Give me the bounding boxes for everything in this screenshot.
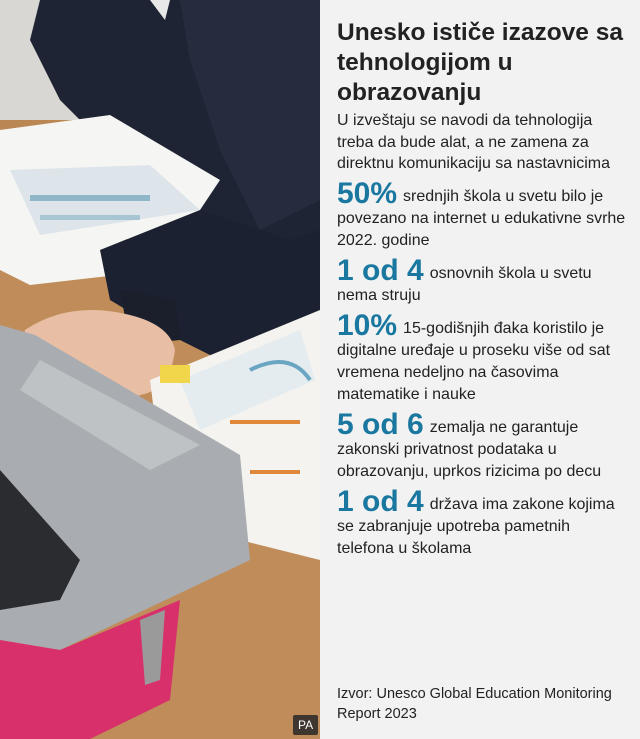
- stat-value: 50%: [337, 176, 398, 210]
- infographic-subtitle: U izveštaju se navodi da tehnologija treba da bude alat, a ne zamena za direktnu komunikaciju sa nastavnicima: [337, 112, 611, 172]
- stat-item: [337, 176, 626, 252]
- stat-value: 5 od 6: [337, 407, 424, 441]
- photo-credit: PA: [293, 715, 318, 735]
- stat-item: [337, 407, 626, 483]
- stat-item: [337, 484, 626, 560]
- stat-text: država ima zakone kojima se zabranjuje upotreba pametnih telefona u školama: [337, 495, 615, 557]
- stat-text: zemalja ne garantuje zakonski privatnost podataka u obrazovanju, uprkos rizicima po decu: [337, 418, 602, 480]
- stat-value: 10%: [337, 308, 398, 342]
- stat-text: srednjih škola u svetu bilo je povezano na internet u edukativne svrhe 2022. godine: [337, 187, 626, 249]
- stat-text: osnovnih škola u svetu nema struju: [337, 264, 592, 304]
- text-panel: [320, 0, 640, 739]
- infographic-title: Unesko ističe izazove sa tehnologijom u obrazovanju: [337, 19, 623, 106]
- stat-item: [337, 308, 626, 406]
- stat-text: 15-godišnjih đaka koristilo je digitalne uređaje u proseku više od sat vremena nedeljno na časovima matematike i nauke: [337, 319, 611, 403]
- stat-item: [337, 253, 626, 307]
- stat-value: 1 od 4: [337, 253, 424, 287]
- stat-value: 1 od 4: [337, 484, 424, 518]
- source-note: Izvor: Unesco Global Education Monitoring Report 2023: [337, 686, 612, 722]
